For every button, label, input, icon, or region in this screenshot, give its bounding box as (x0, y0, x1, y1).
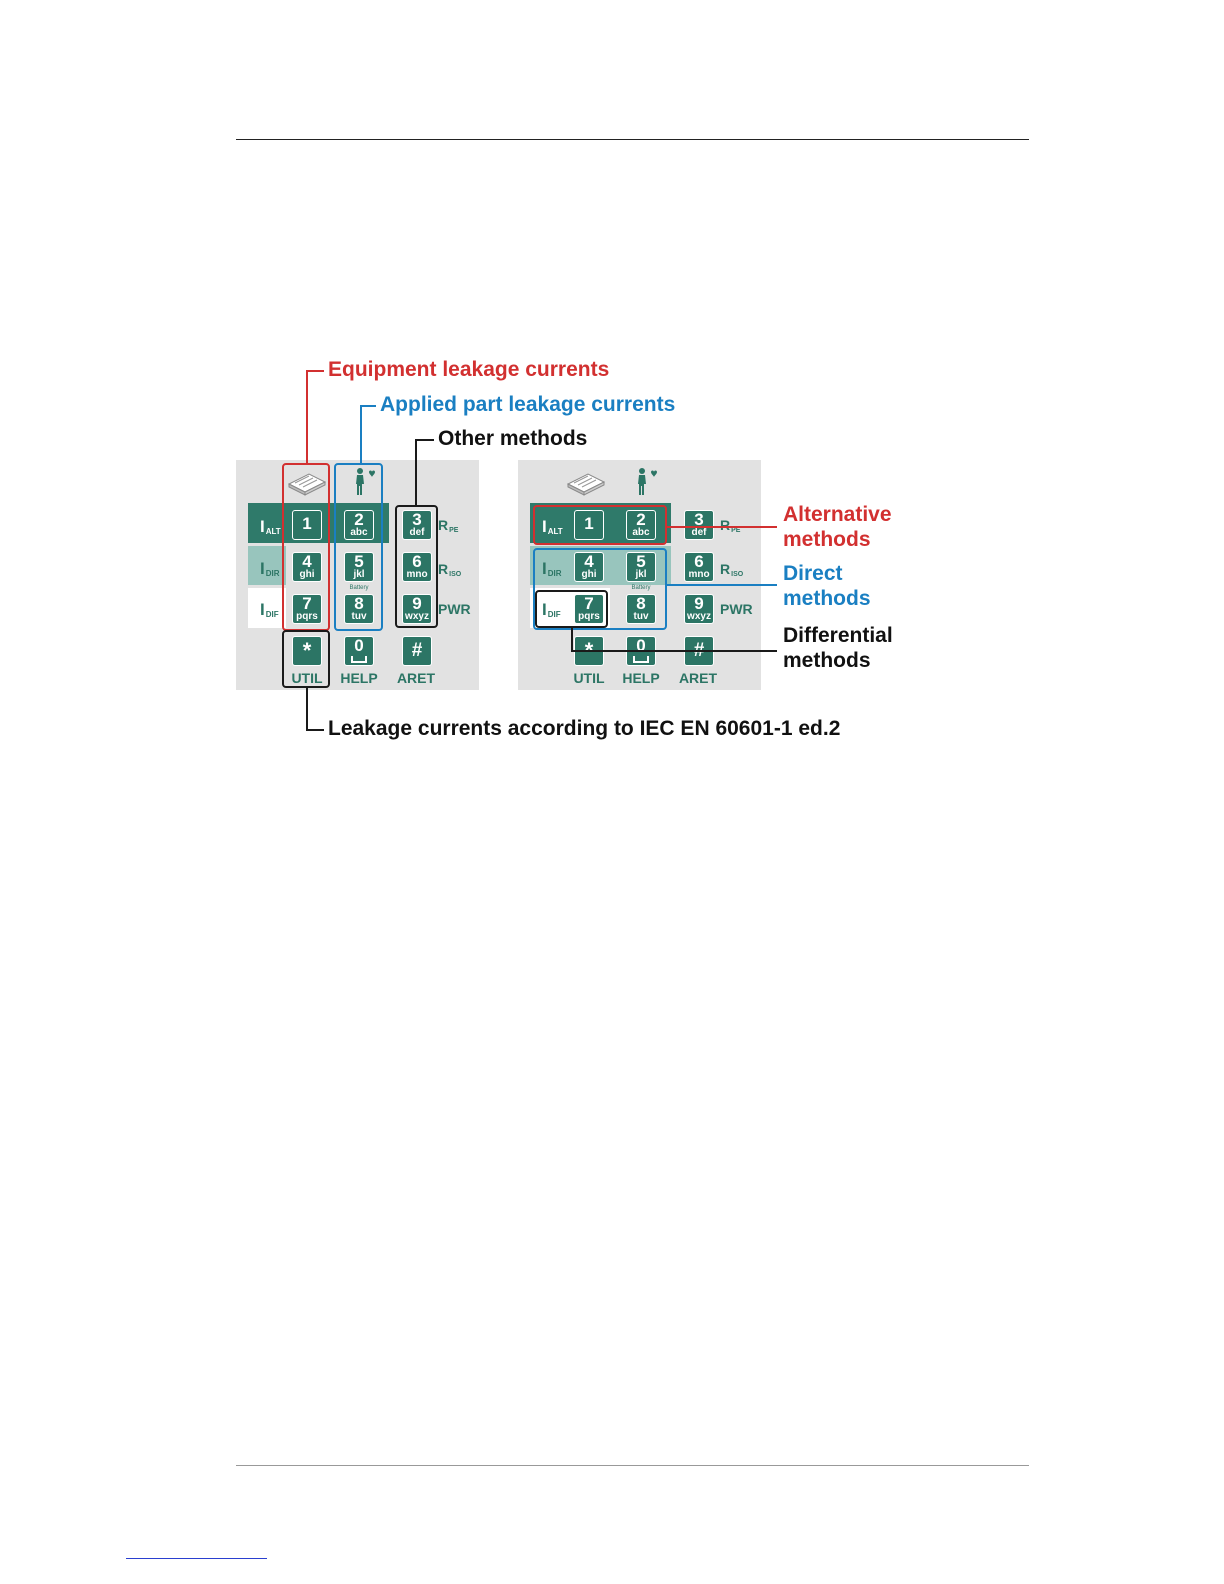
key-star[interactable]: * (292, 636, 322, 666)
label-util-right: UTIL (573, 670, 605, 686)
connector-iec-h (306, 729, 324, 731)
connector-iec-v (306, 688, 308, 729)
connector-other-v (415, 439, 417, 505)
row-label-dir-right: $I_{DIR}$ (542, 559, 562, 578)
side-label-rpe-right: $R_{PE}$ (720, 517, 741, 534)
connector-equipment-v (306, 370, 308, 463)
callout-other: Other methods (438, 427, 588, 450)
patient-heart-icon (634, 467, 658, 497)
connector-differential-v (571, 628, 573, 651)
side-label-rpe: $R_{PE}$ (438, 517, 459, 534)
side-label-riso-right: $R_{ISO}$ (720, 561, 744, 578)
row-label-dif: $I_{DIF}$ (260, 600, 279, 619)
key-7[interactable]: 7 pqrs (292, 594, 322, 624)
key-2[interactable]: 2 abc (626, 510, 656, 540)
key-1[interactable]: 1 (574, 510, 604, 540)
footer-link-underline (126, 1558, 267, 1559)
row-label-alt-right: $I_{ALT}$ (542, 517, 563, 536)
key-6[interactable]: 6 mno (402, 552, 432, 582)
key-5[interactable]: 5 jkl (626, 552, 656, 582)
connector-applied-h (360, 405, 376, 407)
battery-label: Battery (631, 585, 651, 591)
side-label-pwr-right: PWR (720, 601, 753, 617)
device-icon (566, 470, 606, 496)
label-help-right: HELP (622, 670, 660, 686)
footer-rule (236, 1465, 1029, 1466)
space-icon (633, 656, 649, 663)
frame-differential (535, 590, 608, 628)
label-util: UTIL (291, 670, 323, 686)
callout-equipment: Equipment leakage currents (328, 358, 610, 381)
frame-other-methods (395, 505, 438, 628)
key-8[interactable]: 8 tuv (626, 594, 656, 624)
callout-differential: Differential methods (783, 624, 893, 672)
side-label-pwr: PWR (438, 601, 471, 617)
label-aret: ARET (396, 670, 436, 686)
space-icon (351, 656, 367, 663)
key-2[interactable]: 2 abc (344, 510, 374, 540)
label-help: HELP (340, 670, 378, 686)
key-7[interactable]: 7 pqrs (574, 594, 604, 624)
frame-equipment (282, 463, 330, 631)
frame-applied-part (334, 463, 383, 631)
key-1[interactable]: 1 (292, 510, 322, 540)
callout-leakage-iec: Leakage currents according to IEC EN 60601-1 ed.2 (328, 717, 841, 740)
connector-applied-v (360, 405, 362, 463)
callout-alternative: Alternative methods (783, 503, 892, 551)
label-aret-right: ARET (678, 670, 718, 686)
connector-direct (667, 584, 777, 586)
key-3[interactable]: 3 def (684, 510, 714, 540)
key-5[interactable]: 5 jkl (344, 552, 374, 582)
key-star[interactable]: * (574, 636, 604, 666)
frame-iec (282, 630, 330, 688)
battery-label: Battery (349, 585, 369, 591)
connector-alternative (667, 526, 777, 528)
connector-equipment-h (306, 370, 324, 372)
key-8[interactable]: 8 tuv (344, 594, 374, 624)
key-6[interactable]: 6 mno (684, 552, 714, 582)
key-4[interactable]: 4 ghi (292, 552, 322, 582)
connector-differential-h (571, 650, 777, 652)
key-0[interactable]: 0 (626, 636, 656, 666)
key-4[interactable]: 4 ghi (574, 552, 604, 582)
frame-alternative (533, 505, 667, 545)
key-9[interactable]: 9 wxyz (402, 594, 432, 624)
header-rule (236, 139, 1029, 140)
side-label-riso: $R_{ISO}$ (438, 561, 462, 578)
row-label-dir: $I_{DIR}$ (260, 559, 280, 578)
callout-direct: Direct methods (783, 562, 871, 610)
callout-applied: Applied part leakage currents (380, 393, 676, 416)
row-label-alt: $I_{ALT}$ (260, 517, 281, 536)
key-hash[interactable]: # (684, 636, 714, 666)
key-3[interactable]: 3 def (402, 510, 432, 540)
connector-other-h (415, 439, 434, 441)
key-9[interactable]: 9 wxyz (684, 594, 714, 624)
row-label-dif-right: $I_{DIF}$ (542, 600, 561, 619)
key-hash[interactable]: # (402, 636, 432, 666)
key-0[interactable]: 0 (344, 636, 374, 666)
